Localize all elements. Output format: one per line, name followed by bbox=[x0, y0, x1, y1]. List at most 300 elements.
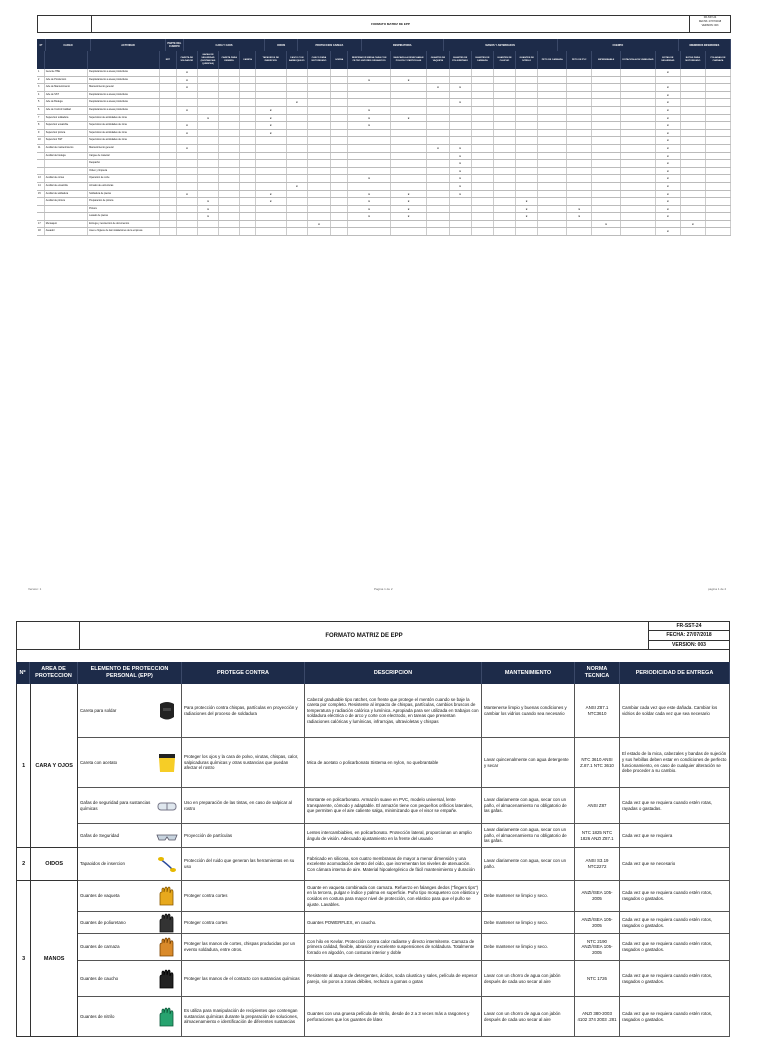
matrix-cell bbox=[198, 153, 219, 160]
row-activity: Mantenimiento general bbox=[88, 84, 160, 91]
matrix-cell bbox=[538, 160, 567, 167]
row-cargo: Supervisor ensamble bbox=[45, 122, 88, 129]
row-cargo: Auxiliar de bodega bbox=[45, 153, 88, 160]
matrix-cell bbox=[681, 168, 706, 175]
matrix-cell bbox=[331, 160, 348, 167]
matrix-cell bbox=[160, 130, 176, 137]
matrix-cell bbox=[494, 99, 516, 106]
maintenance: Debe mantener se limpio y seco. bbox=[482, 912, 575, 933]
row-number: 4 bbox=[37, 92, 45, 99]
matrix-cell: x bbox=[656, 198, 681, 205]
matrix-cell bbox=[706, 198, 731, 205]
description: Montante en policarbonato. Armazón suave en PVC, modelo universal, lente transparente, cómodo y adaptable. El armazón tiene con pequeños orificios laterales, que permiten que el aire caliente salga, minimizando que el visor se empañe. bbox=[305, 788, 482, 823]
matrix-cell: x bbox=[308, 221, 331, 228]
maintenance: Lavar con un chorro de agua con jabón después de cada uso secar al aire bbox=[482, 961, 575, 996]
matrix-cell bbox=[177, 168, 198, 175]
matrix-cell bbox=[592, 122, 621, 129]
row-cargo: Auxiliar de pintura bbox=[45, 198, 88, 205]
matrix-cell bbox=[472, 115, 494, 122]
row-number: 2 bbox=[37, 77, 45, 84]
matrix-cell bbox=[494, 145, 516, 152]
row-activity: Cargue de material bbox=[88, 153, 160, 160]
matrix-cell bbox=[219, 130, 240, 137]
description: Mica de acetato o policarbonato Sistema en nylon, no quebrantable bbox=[305, 738, 482, 787]
matrix-cell bbox=[621, 137, 656, 144]
row-number: 10 bbox=[37, 137, 45, 144]
matrix-cell bbox=[287, 198, 308, 205]
matrix-cell bbox=[160, 122, 176, 129]
epp-column-header bbox=[88, 51, 160, 69]
matrix-cell bbox=[567, 122, 592, 129]
matrix-cell bbox=[160, 183, 176, 190]
row-activity: Orden y limpieza bbox=[88, 168, 160, 175]
matrix-cell bbox=[538, 153, 567, 160]
matrix-cell: x bbox=[177, 130, 198, 137]
matrix-cell bbox=[331, 122, 348, 129]
delivery-frequency: Cada vez que se requiera cuando estén rotos, rasgados o gastados. bbox=[620, 997, 730, 1036]
matrix-cell bbox=[240, 69, 255, 76]
matrix-cell bbox=[567, 92, 592, 99]
matrix-cell bbox=[177, 115, 198, 122]
matrix-cell bbox=[516, 107, 538, 114]
protects-against: Proteger las manos de cortes, chispas producidas por un evento soldadura, entre otros. bbox=[182, 934, 305, 960]
description: Resistente al ataque de detergentes, ácidos, soda cáustica y sales, película de espesor parejo, sin poros a zonas débiles, rechazo a gomas o gotas bbox=[305, 961, 482, 996]
row-activity: Despacho bbox=[88, 160, 160, 167]
matrix-row bbox=[37, 221, 731, 229]
matrix-cell: x bbox=[391, 115, 428, 122]
matrix-cell bbox=[219, 115, 240, 122]
matrix-cell bbox=[621, 69, 656, 76]
matrix-cell bbox=[391, 122, 428, 129]
sheet2-header bbox=[16, 621, 730, 650]
row-activity: Preparacion de pintura bbox=[88, 198, 160, 205]
matrix-cell: x bbox=[348, 198, 390, 205]
matrix-rows bbox=[37, 69, 731, 236]
matrix-cell bbox=[287, 228, 308, 235]
row-number: 5 bbox=[37, 99, 45, 106]
matrix-row bbox=[37, 168, 731, 176]
matrix-cell bbox=[472, 99, 494, 106]
matrix-cell bbox=[592, 84, 621, 91]
matrix-cell bbox=[706, 183, 731, 190]
doc-code: FR-SST-24 bbox=[649, 622, 729, 631]
matrix-cell bbox=[256, 206, 287, 213]
epp-column-header: IMPERMEABLE bbox=[592, 51, 621, 69]
group-header: CARGO bbox=[46, 39, 91, 51]
matrix-cell bbox=[240, 153, 255, 160]
matrix-row bbox=[37, 137, 731, 145]
matrix-cell bbox=[592, 198, 621, 205]
epp-element bbox=[78, 738, 182, 787]
maintenance: Lavar diariamente con agua, secar con un paño, el almacenamiento no obligatorio de las gafas. bbox=[482, 824, 575, 847]
row-number bbox=[37, 168, 45, 175]
protects-against: Para protección contra chispas, partículas en proyección y radiaciones del proceso de soldadura bbox=[182, 684, 305, 737]
matrix-cell bbox=[160, 107, 176, 114]
matrix-cell: x bbox=[656, 183, 681, 190]
matrix-cell: x bbox=[177, 84, 198, 91]
matrix-cell bbox=[198, 228, 219, 235]
matrix-cell: x bbox=[256, 107, 287, 114]
matrix-cell bbox=[331, 99, 348, 106]
row-activity: Mantenimiento general bbox=[88, 145, 160, 152]
matrix-cell: x bbox=[256, 122, 287, 129]
matrix-cell bbox=[427, 122, 449, 129]
row-number: 11 bbox=[37, 145, 45, 152]
matrix-cell: x bbox=[516, 198, 538, 205]
matrix-cell bbox=[592, 107, 621, 114]
maintenance: Lavar quincenalmente con agua detergente y secar bbox=[482, 738, 575, 787]
matrix-cell bbox=[331, 69, 348, 76]
matrix-row bbox=[37, 130, 731, 138]
matrix-cell bbox=[308, 175, 331, 182]
matrix-cell bbox=[472, 213, 494, 220]
protects-against: Proteger las manos de el contacto con sustancias químicas bbox=[182, 961, 305, 996]
matrix-cell bbox=[287, 213, 308, 220]
matrix-row bbox=[37, 99, 731, 107]
matrix-cell bbox=[198, 145, 219, 152]
matrix-cell bbox=[538, 92, 567, 99]
matrix-cell bbox=[516, 153, 538, 160]
epp-row bbox=[78, 997, 730, 1037]
matrix-cell bbox=[198, 84, 219, 91]
maintenance: Lavar diariamente con agua, secar con un paño. bbox=[482, 848, 575, 880]
epp-name: Careta con acetato bbox=[80, 759, 118, 765]
rubber-gloves-icon bbox=[155, 968, 179, 990]
matrix-cell bbox=[177, 198, 198, 205]
matrix-cell bbox=[494, 77, 516, 84]
matrix-cell bbox=[219, 69, 240, 76]
matrix-sub-header bbox=[37, 51, 731, 69]
matrix-row bbox=[37, 77, 731, 85]
matrix-cell bbox=[592, 99, 621, 106]
matrix-cell: x bbox=[450, 160, 472, 167]
matrix-cell bbox=[308, 206, 331, 213]
technical-standard: NTC 1825 NTC 1826 ANZI Z87.1 bbox=[575, 824, 620, 847]
matrix-cell bbox=[331, 92, 348, 99]
epp-column-header: PETO DE PVC bbox=[567, 51, 592, 69]
matrix-cell bbox=[706, 99, 731, 106]
epp-element bbox=[78, 912, 182, 933]
epp-column-header: CARETA PARA ESMERIL bbox=[219, 51, 240, 69]
matrix-cell bbox=[240, 175, 255, 182]
row-number: 18 bbox=[37, 228, 45, 235]
matrix-cell bbox=[331, 137, 348, 144]
epp-name: Careta para soldar bbox=[80, 707, 117, 713]
matrix-cell bbox=[621, 92, 656, 99]
row-cargo: Jefe de Bodega bbox=[45, 99, 88, 106]
matrix-cell bbox=[160, 206, 176, 213]
matrix-cell bbox=[681, 84, 706, 91]
matrix-cell bbox=[287, 69, 308, 76]
matrix-cell: x bbox=[656, 69, 681, 76]
matrix-cell bbox=[681, 69, 706, 76]
epp-element bbox=[78, 684, 182, 737]
matrix-cell bbox=[681, 137, 706, 144]
matrix-cell bbox=[198, 183, 219, 190]
matrix-cell: x bbox=[656, 175, 681, 182]
matrix-cell bbox=[331, 228, 348, 235]
epp-name: Gafas de Seguridad bbox=[80, 832, 120, 838]
group-header: Nº bbox=[37, 39, 46, 51]
matrix-cell bbox=[331, 183, 348, 190]
description: Fabricado en silicona, son cuatro membranas de mayor a menor dimensión y una excelente acomodación dentro del oído, que incrementan los niveles de atenuación. Con cámara interna de aire. Material hipoalergénico de fácil mantenimiento y duración bbox=[305, 848, 482, 880]
matrix-cell bbox=[331, 175, 348, 182]
matrix-cell bbox=[331, 206, 348, 213]
matrix-cell bbox=[219, 213, 240, 220]
matrix-cell bbox=[287, 115, 308, 122]
row-cargo bbox=[45, 206, 88, 213]
description: Guantes POWERFLEX, en caucho. bbox=[305, 912, 482, 933]
matrix-cell bbox=[198, 130, 219, 137]
matrix-cell bbox=[472, 92, 494, 99]
epp-element bbox=[78, 961, 182, 996]
matrix-cell bbox=[256, 213, 287, 220]
code-block bbox=[689, 16, 730, 32]
matrix-cell bbox=[219, 198, 240, 205]
matrix-cell bbox=[494, 84, 516, 91]
matrix-cell bbox=[621, 228, 656, 235]
epp-description-sheet bbox=[16, 621, 730, 1037]
matrix-row bbox=[37, 175, 731, 183]
protects-against: Proteger contra cortes bbox=[182, 912, 305, 933]
row-number bbox=[37, 198, 45, 205]
matrix-cell bbox=[391, 69, 428, 76]
matrix-cell: x bbox=[567, 206, 592, 213]
matrix-cell: x bbox=[656, 84, 681, 91]
row-number bbox=[37, 213, 45, 220]
matrix-cell bbox=[621, 77, 656, 84]
matrix-cell bbox=[567, 77, 592, 84]
matrix-cell bbox=[621, 99, 656, 106]
matrix-cell bbox=[240, 160, 255, 167]
matrix-cell: x bbox=[450, 191, 472, 198]
epp-column-header: BOTAS DE SEGURIDAD bbox=[656, 51, 681, 69]
matrix-cell bbox=[472, 69, 494, 76]
matrix-cell: x bbox=[592, 221, 621, 228]
matrix-row bbox=[37, 153, 731, 161]
matrix-cell bbox=[308, 183, 331, 190]
matrix-cell bbox=[198, 175, 219, 182]
matrix-cell bbox=[287, 206, 308, 213]
matrix-cell bbox=[450, 115, 472, 122]
matrix-cell bbox=[681, 153, 706, 160]
matrix-cell bbox=[219, 122, 240, 129]
matrix-cell bbox=[331, 77, 348, 84]
matrix-cell bbox=[177, 213, 198, 220]
row-cargo: Jefe de Control Calidad bbox=[45, 107, 88, 114]
matrix-cell bbox=[494, 198, 516, 205]
delivery-frequency: El estado de la mica, cabezales y bandas de sujeción y sus hebillas deben estar en condiciones de perfecto funcionamiento, en caso de cualquier alteración se debe proceder a su cambio. bbox=[620, 738, 730, 787]
matrix-cell bbox=[450, 122, 472, 129]
row-cargo: Mensajero bbox=[45, 221, 88, 228]
matrix-cell bbox=[567, 107, 592, 114]
matrix-cell bbox=[198, 191, 219, 198]
epp-column-header: GAFAS DE SEGURIDAD (SUSTANCIAS QUIMICAS) bbox=[198, 51, 219, 69]
matrix-cell bbox=[160, 69, 176, 76]
nitrile-gloves-icon bbox=[155, 1006, 179, 1028]
matrix-cell bbox=[308, 153, 331, 160]
matrix-cell bbox=[706, 228, 731, 235]
matrix-cell bbox=[706, 153, 731, 160]
matrix-cell bbox=[538, 130, 567, 137]
row-cargo: Gerente HSE bbox=[45, 69, 88, 76]
matrix-cell bbox=[308, 122, 331, 129]
technical-standard: ANSI S3.19 NTC2272 bbox=[575, 848, 620, 880]
matrix-cell bbox=[256, 137, 287, 144]
delivery-frequency: Cada vez que se requiera cuando estén rotas, rayadas o gastadas. bbox=[620, 788, 730, 823]
matrix-cell bbox=[391, 160, 428, 167]
matrix-cell bbox=[472, 206, 494, 213]
matrix-cell bbox=[331, 213, 348, 220]
protects-against: Proteger los ojos y la cara de polvo, virutas, chispas, calor, salpicaduras químicas y otras sustancias que puedan afectar el rostro bbox=[182, 738, 305, 787]
matrix-cell bbox=[287, 153, 308, 160]
matrix-cell bbox=[427, 191, 449, 198]
matrix-cell: x bbox=[391, 206, 428, 213]
epp-element bbox=[78, 934, 182, 960]
group-number: 2 bbox=[17, 848, 30, 881]
matrix-cell bbox=[308, 115, 331, 122]
split-leather-gloves-icon bbox=[155, 936, 179, 958]
matrix-cell bbox=[516, 130, 538, 137]
matrix-cell bbox=[706, 84, 731, 91]
matrix-cell bbox=[450, 77, 472, 84]
epp-column-header: TAPAOIDOS DE INSERCION bbox=[256, 51, 287, 69]
epp-name: Guantes de poliuretano bbox=[80, 919, 126, 925]
matrix-cell bbox=[177, 228, 198, 235]
matrix-cell bbox=[494, 221, 516, 228]
row-activity: Armado de estructuras bbox=[88, 183, 160, 190]
matrix-cell bbox=[331, 130, 348, 137]
matrix-cell bbox=[592, 77, 621, 84]
matrix-cell: x bbox=[656, 228, 681, 235]
matrix-cell bbox=[472, 183, 494, 190]
matrix-cell: x bbox=[656, 130, 681, 137]
epp-column-header: EPP bbox=[160, 51, 176, 69]
matrix-cell bbox=[472, 77, 494, 84]
matrix-cell bbox=[516, 228, 538, 235]
epp-element bbox=[78, 997, 182, 1036]
group-area: MANOS bbox=[31, 881, 77, 1037]
matrix-cell bbox=[219, 228, 240, 235]
matrix-cell bbox=[427, 77, 449, 84]
footer-page: Pagina 1 de 2 bbox=[374, 587, 393, 591]
epp-row bbox=[78, 824, 730, 848]
matrix-cell bbox=[240, 92, 255, 99]
matrix-cell bbox=[592, 130, 621, 137]
matrix-cell bbox=[240, 77, 255, 84]
matrix-cell bbox=[621, 198, 656, 205]
matrix-cell bbox=[656, 77, 681, 84]
epp-name: Guantes de carnaza bbox=[80, 944, 120, 950]
matrix-cell bbox=[706, 122, 731, 129]
matrix-cell: x bbox=[287, 183, 308, 190]
row-cargo: Supervisor soldadura bbox=[45, 115, 88, 122]
matrix-cell bbox=[348, 130, 390, 137]
row-number: 7 bbox=[37, 115, 45, 122]
matrix-row bbox=[37, 84, 731, 92]
matrix-cell bbox=[427, 228, 449, 235]
matrix-cell bbox=[706, 191, 731, 198]
row-activity: Supervision de actividades de zona bbox=[88, 115, 160, 122]
row-activity: Pintura bbox=[88, 206, 160, 213]
matrix-cell bbox=[621, 183, 656, 190]
technical-standard: ANSI Z87 bbox=[575, 788, 620, 823]
row-activity: Entrega y recoleccion de documentos bbox=[88, 221, 160, 228]
matrix-row bbox=[37, 191, 731, 199]
row-number: 6 bbox=[37, 107, 45, 114]
matrix-cell bbox=[331, 84, 348, 91]
matrix-cell bbox=[348, 168, 390, 175]
matrix-cell bbox=[198, 77, 219, 84]
matrix-cell bbox=[494, 115, 516, 122]
matrix-cell bbox=[681, 122, 706, 129]
area-column bbox=[31, 684, 78, 1037]
row-activity: Supervision de actividades de zona bbox=[88, 130, 160, 137]
matrix-cell: x bbox=[450, 183, 472, 190]
matrix-cell bbox=[331, 145, 348, 152]
matrix-cell bbox=[240, 168, 255, 175]
row-cargo: Supervisor pintura bbox=[45, 130, 88, 137]
matrix-cell bbox=[516, 84, 538, 91]
matrix-row bbox=[37, 206, 731, 214]
matrix-cell bbox=[592, 145, 621, 152]
matrix-cell bbox=[240, 206, 255, 213]
matrix-cell bbox=[592, 153, 621, 160]
matrix-cell bbox=[240, 137, 255, 144]
row-number bbox=[37, 206, 45, 213]
description: Guantes con una gruesa película de nitrilo, desde de 2 a 3 veces más a rasgones y perforaciones que los guantes de látex bbox=[305, 997, 482, 1036]
matrix-cell bbox=[308, 84, 331, 91]
matrix-cell: x bbox=[656, 122, 681, 129]
matrix-cell bbox=[348, 145, 390, 152]
matrix-cell: x bbox=[287, 99, 308, 106]
matrix-cell bbox=[348, 160, 390, 167]
row-number: 14 bbox=[37, 183, 45, 190]
matrix-cell bbox=[177, 206, 198, 213]
matrix-cell: x bbox=[348, 122, 390, 129]
footer-page-right: pagina 1 de 2 bbox=[708, 587, 727, 591]
matrix-cell: x bbox=[177, 77, 198, 84]
matrix-cell bbox=[681, 213, 706, 220]
matrix-cell bbox=[391, 130, 428, 137]
matrix-cell bbox=[450, 228, 472, 235]
matrix-cell: x bbox=[348, 77, 390, 84]
row-activity: Operacion de corte bbox=[88, 175, 160, 182]
matrix-cell bbox=[198, 137, 219, 144]
table-body bbox=[16, 684, 730, 1037]
matrix-row bbox=[37, 92, 731, 100]
row-number bbox=[37, 153, 45, 160]
matrix-cell bbox=[706, 145, 731, 152]
matrix-cell bbox=[240, 213, 255, 220]
matrix-cell bbox=[681, 115, 706, 122]
matrix-cell bbox=[308, 130, 331, 137]
matrix-cell bbox=[391, 153, 428, 160]
matrix-cell bbox=[567, 191, 592, 198]
matrix-row bbox=[37, 213, 731, 221]
matrix-cell bbox=[706, 77, 731, 84]
matrix-cell bbox=[348, 183, 390, 190]
matrix-cell: x bbox=[348, 206, 390, 213]
matrix-cell bbox=[681, 198, 706, 205]
col-header-mant: MANTENIMIENTO bbox=[482, 662, 575, 684]
matrix-cell bbox=[348, 221, 390, 228]
matrix-cell bbox=[256, 145, 287, 152]
col-header-prot: PROTEGE CONTRA bbox=[182, 662, 305, 684]
sheet2-title: FORMATO MATRIZ DE EPP bbox=[325, 632, 403, 639]
matrix-header bbox=[37, 15, 731, 33]
matrix-sheet bbox=[37, 15, 731, 236]
